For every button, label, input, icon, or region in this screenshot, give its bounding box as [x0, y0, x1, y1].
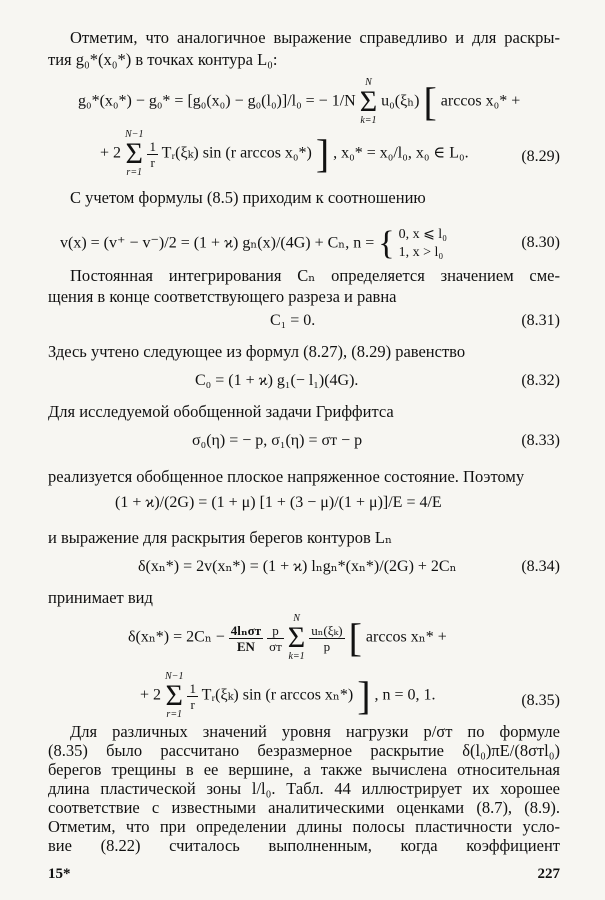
paragraph-line: реализуется обобщенное плоское напряженное состояние. Поэтому	[48, 467, 525, 486]
paragraph-line: и выражение для раскрытия берегов контуров Lₙ	[48, 528, 393, 547]
equation-8-30: v(x) = (v⁺ − v⁻)/2 = (1 + ϰ) gₙ(x)/(4G) + Cₙ, n = { 0, x ⩽ l₀ 1, x > l₀	[60, 225, 448, 262]
equation-text: + 2	[100, 144, 122, 162]
fraction: $\frac{p}{\sigma т}$	[269, 622, 282, 654]
sum-symbol: N−1 Σ r=1	[125, 129, 144, 178]
paragraph-line: щения в конце соответствующего разреза и равна	[48, 287, 397, 306]
equation-number: (8.31)	[521, 312, 560, 329]
equation-text: + 2	[140, 686, 162, 704]
equation-7: (1 + ϰ)/(2G) = (1 + μ) [1 + (3 − μ)/(1 + μ)]/E = 4/E	[115, 494, 442, 511]
sum-symbol: N−1 Σ r=1	[165, 671, 184, 720]
paragraph-line: Для исследуемой обобщенной задачи Гриффитса	[48, 402, 394, 421]
paragraph-line: Постоянная интегрирования Cₙ определяется значением сме-	[70, 266, 560, 285]
equation-text: v(x) = (v⁺ − v⁻)/2 = (1 + ϰ) gₙ(x)/(4G) + Cₙ, n =	[60, 234, 375, 252]
paragraph-line: берегов трещины в ее вершине, а также вычислена относительная	[48, 760, 560, 779]
equation-number: (8.34)	[521, 558, 560, 575]
sum-symbol: N Σ k=1	[287, 613, 306, 662]
equation-text: , n = 0, 1.	[374, 686, 436, 704]
equation-8-29-line2: + 2 N−1 Σ r=1 $\frac{1}{r}$ Tᵣ(ξₖ) sin (r arccos x₀*) ] , x₀* = x₀/l₀, x₀ ∈ L₀.	[100, 129, 469, 178]
equation-text: arccos x₀* +	[440, 92, 521, 110]
paragraph-line: тия g₀*(x₀*) в точках контура L₀:	[48, 50, 278, 69]
fraction: $\frac{\text{4lₙσт}}{EN}$	[230, 622, 262, 654]
equation-8-35-line2: + 2 N−1 Σ r=1 $\frac{1}{r}$ Tᵣ(ξₖ) sin (r arccos xₙ*) ] , n = 0, 1.	[140, 671, 436, 720]
paragraph-line: принимает вид	[48, 588, 153, 607]
equation-8-34: δ(xₙ*) = 2v(xₙ*) = (1 + ϰ) lₙgₙ*(xₙ*)/(2G) + 2Cₙ	[138, 558, 457, 575]
signature-mark: 15*	[48, 866, 71, 882]
equation-text: arccos xₙ* +	[365, 628, 447, 646]
fraction: $\frac{1}{r}$	[189, 680, 196, 712]
equation-number: (8.30)	[521, 234, 560, 251]
fraction: $\frac{1}{r}$	[149, 138, 156, 170]
equation-text: g₀*(x₀*) − g₀* = [g₀(x₀) − g₀(l₀)]/l₀ = − 1/N	[78, 92, 356, 110]
equation-text: Tᵣ(ξₖ) sin (r arccos x₀*)	[161, 144, 312, 162]
equation-text: δ(xₙ*) = 2Cₙ −	[128, 628, 225, 646]
fraction: $\frac{\text{uₙ(ξₖ)}}{p}$	[311, 622, 343, 654]
paragraph-line: вие (8.22) считалось выполненным, когда коэффициент	[48, 836, 560, 855]
equation-number: (8.29)	[521, 148, 560, 165]
paragraph-line: С учетом формулы (8.5) приходим к соотношению	[70, 188, 426, 207]
paragraph-line: (8.35) было рассчитано безразмерное раскрытие δ(l₀)πE/(8σтl₀)	[48, 741, 560, 760]
equation-text: Tᵣ(ξₖ) sin (r arccos xₙ*)	[201, 686, 354, 704]
equation-8-29-line1: g₀*(x₀*) − g₀* = [g₀(x₀) − g₀(l₀)]/l₀ = − 1/N N Σ k=1 u₀(ξₕ) [ arccos x₀* +	[78, 77, 521, 126]
equation-8-31: C₁ = 0.	[270, 312, 316, 329]
paragraph-line: Отметим, что аналогичное выражение справедливо и для раскры-	[70, 28, 560, 47]
equation-text: , x₀* = x₀/l₀, x₀ ∈ L₀.	[333, 144, 469, 162]
paragraph-line: длина пластической зоны l/l₀. Табл. 44 иллюстрирует их хорошее	[48, 779, 560, 798]
equation-number: (8.33)	[521, 432, 560, 449]
paragraph-line: соответствие с известными аналитическими оценками (8.7), (8.9).	[48, 798, 560, 817]
equation-8-35-line1: δ(xₙ*) = 2Cₙ − $\frac{\text{4lₙσт}}{EN}$ $\frac{p}{\sigma т}$ N Σ k=1 $\frac{\text{uₙ(ξₖ)}}{p}$ [ arccos xₙ* +	[128, 613, 447, 662]
equation-8-32: C₀ = (1 + ϰ) g₁(− l₁)(4G).	[195, 372, 359, 389]
equation-text: u₀(ξₕ)	[381, 92, 420, 110]
paragraph-line: Здесь учтено следующее из формул (8.27), (8.29) равенство	[48, 342, 466, 361]
equation-number: (8.32)	[521, 372, 560, 389]
sum-symbol: N Σ k=1	[359, 77, 378, 126]
page-number: 227	[537, 866, 560, 882]
equation-8-33: σ₀(η) = − p, σ₁(η) = σт − p	[192, 432, 363, 449]
equation-number: (8.35)	[521, 692, 560, 709]
paragraph-line: Для различных значений уровня нагрузки p/σт по формуле	[70, 722, 560, 741]
paragraph-line: Отметим, что при определении длины полосы пластичности усло-	[48, 817, 560, 836]
